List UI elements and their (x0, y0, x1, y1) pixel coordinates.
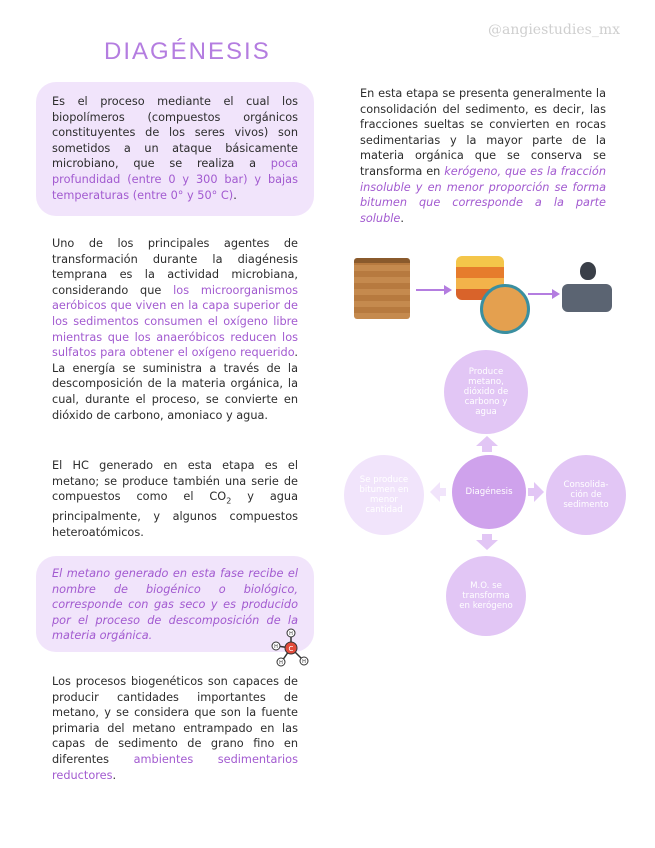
arrow-right-icon (416, 289, 450, 291)
diagram-node-kerogen: M.O. se transforma en kerógeno (446, 556, 526, 636)
arrow-up-icon (476, 436, 498, 452)
diagram-node-center: Diagénesis (452, 455, 526, 529)
oil-drop-icon (580, 262, 596, 280)
carbon-atom-label: C (288, 645, 294, 653)
diagram-node-bitumen: Se produce bitumen en menor cantidad (344, 455, 424, 535)
arrow-down-icon (476, 534, 498, 550)
hydrogen-atom-label: H (289, 631, 293, 637)
definition-box (36, 82, 314, 216)
arrow-left-icon (430, 482, 446, 502)
biogenetic-processes-paragraph: Los procesos biogenéticos son capaces de producir cantidades importantes de metano, y se considera que son la fuente primaria del metano entrampado en las capas de sedimento de grano fino en diferentes ambientes sedimentarios reductores. (52, 675, 298, 782)
arrow-right-icon (528, 293, 558, 295)
hydrogen-atom-label: H (274, 644, 278, 650)
microbial-activity-paragraph: Uno de los principales agentes de transformación durante la diagénesis temprana es la actividad microbiana, considerando que los microorganismos aeróbicos que viven en la capa superior de los sedimentos consumen el oxígeno libre mientras que los anaeróbicos reducen los sulfatos para obtener el oxígeno requerido. La energía se suministra a través de la descomposición de la materia orgánica, la cual, durante el proceso, se convierte en dióxido de carbono, amoniaco y agua. (52, 237, 298, 422)
page-title: DIAGÉNESIS (104, 38, 271, 65)
watermark: @angiestudies_mx (488, 22, 620, 38)
arrow-right-icon (528, 482, 544, 502)
methane-molecule-icon (268, 626, 312, 670)
sediment-illustration (354, 258, 410, 319)
consolidation-paragraph: En esta etapa se presenta generalmente la consolidación del sedimento, es decir, las fracciones sueltas se convierten en rocas sedimentarias y la mayor parte de la materia orgánica que se conserva se transforma en kerógeno, que es la fracción insoluble y en menor proporción se forma bitumen que corresponde a la parte soluble. (360, 87, 606, 225)
hydrogen-atom-label: H (279, 660, 283, 666)
definition-text: Es el proceso mediante el cual los biopolímeros (compuestos orgánicos constituyentes de los seres vivos) son sometidos a un ataque básicamente microbiano, que se realiza a poca profundidad (entre 0 y 300 bar) y bajas temperaturas (entre 0° y 50° C). (52, 95, 298, 202)
rock-section-illustration (480, 284, 530, 334)
diagram-node-consolidation: Consolida-ción de sedimento (546, 455, 626, 535)
hydrogen-atom-label: H (302, 659, 306, 665)
biogenic-methane-text: El metano generado en esta fase recibe el nombre de biogénico o biológico, corresponde con gas seco y es producido por el proceso de descomposición de la materia orgánica. (52, 567, 298, 643)
sedimentary-rock-illustration (562, 284, 612, 312)
diagram-node-products: Produce metano, dióxido de carbono y agua (444, 350, 528, 434)
methane-paragraph: El HC generado en esta etapa es el metano; se produce también una serie de compuestos como el $CO_2$ y agua principalmente, y algunos compuestos heteroatómicos. (52, 459, 299, 539)
